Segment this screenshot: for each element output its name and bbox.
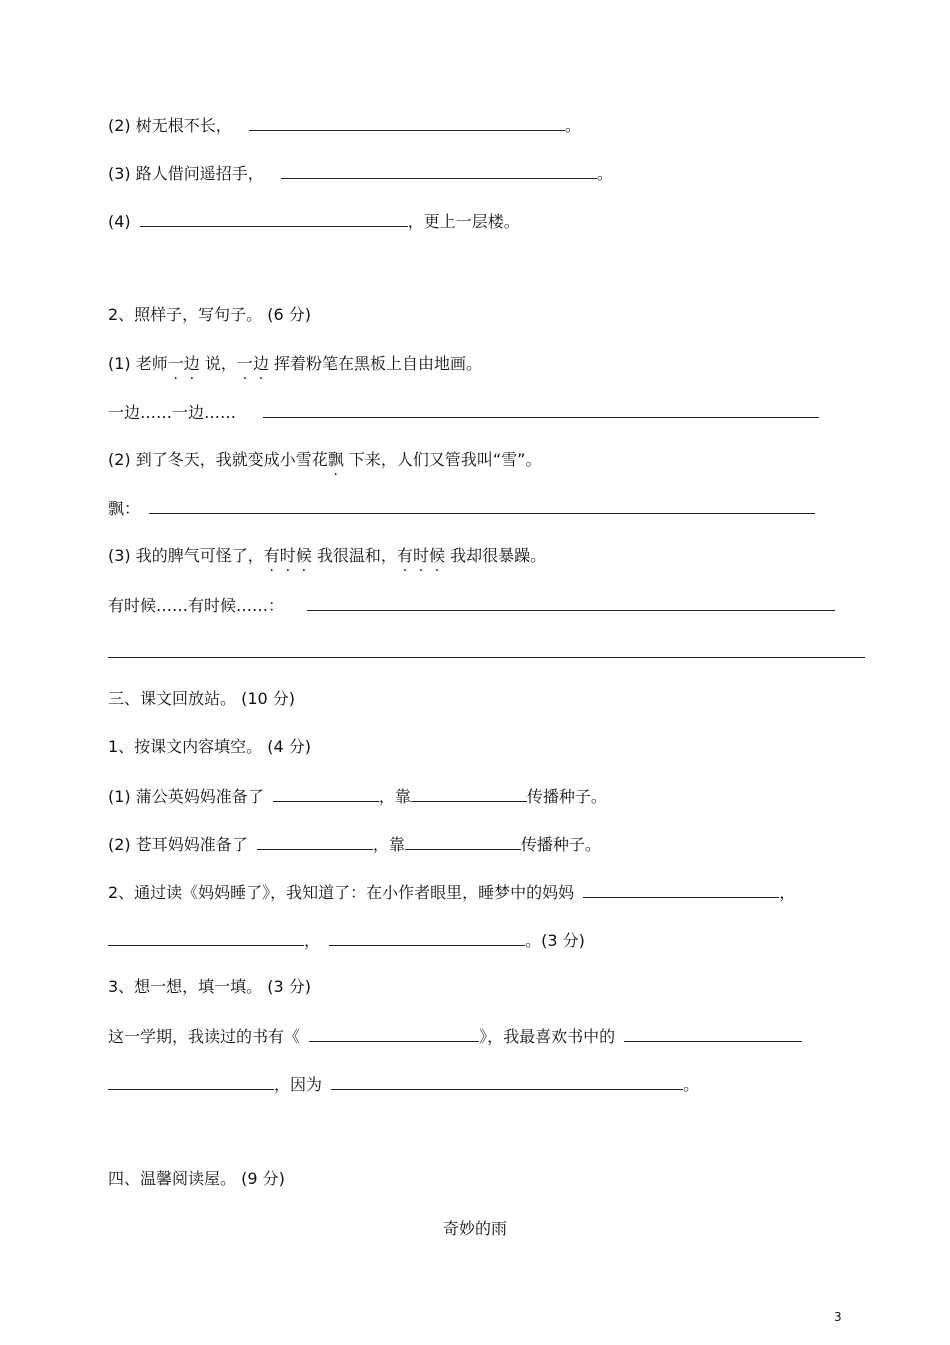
emphasis-char: 候 (295, 546, 312, 565)
question-3-line-2: ，因为 。 (108, 1073, 699, 1095)
emphasis-char: 边 (183, 354, 200, 373)
example-sentence-2: (2) 到了冬天，我就变成小雪花飘 下来，人们又管我叫“雪”。 (108, 450, 542, 469)
answer-blank[interactable] (257, 833, 373, 850)
answer-blank[interactable] (273, 785, 379, 802)
question-1-heading: 1、按课文内容填空。 (4 分) (108, 737, 312, 756)
answer-blank-full-line[interactable] (108, 657, 865, 658)
score-label: (3 分) (541, 931, 585, 950)
answer-blank[interactable] (263, 401, 819, 418)
answer-blank[interactable] (331, 1073, 683, 1090)
emphasis-char: 飘 (327, 450, 344, 469)
answer-blank[interactable] (281, 162, 597, 179)
answer-blank[interactable] (405, 833, 521, 850)
answer-blank[interactable] (624, 1025, 802, 1042)
prompt-2: 飘： (108, 497, 815, 519)
answer-blank[interactable] (149, 497, 815, 514)
answer-blank[interactable] (249, 114, 565, 131)
answer-blank[interactable] (307, 594, 835, 611)
answer-blank[interactable] (108, 929, 304, 946)
answer-blank[interactable] (108, 1073, 274, 1090)
answer-blank[interactable] (583, 881, 779, 898)
item-number: (4) (108, 212, 131, 231)
emphasis-char: 有 (263, 546, 280, 565)
emphasis-char: 边 (252, 354, 269, 373)
page-number: 3 (834, 1310, 842, 1324)
poem-text: 路人借问遥招手， (135, 164, 264, 183)
emphasis-char: 一 (167, 354, 184, 373)
emphasis-char: 有 (396, 546, 413, 565)
section-2-heading: 2、照样子，写句子。 (6 分) (108, 305, 312, 324)
question-1a: (1) 蒲公英妈妈准备了 ，靠 传播种子。 (108, 787, 607, 806)
passage-title: 奇妙的雨 (442, 1219, 507, 1238)
answer-blank[interactable] (140, 210, 408, 227)
poem-line-4 (108, 210, 520, 232)
item-number: (2) (108, 116, 131, 135)
question-1b: (2) 苍耳妈妈准备了 ，靠 传播种子。 (108, 835, 601, 854)
prompt-3: 有时候……有时候……： (108, 594, 835, 616)
section-4-heading: 四、温馨阅读屋。 (9 分) (108, 1169, 285, 1188)
poem-text: ，更上一层楼。 (407, 212, 520, 231)
item-number: (3) (108, 164, 131, 183)
section-3-heading: 三、课文回放站。 (10 分) (108, 689, 296, 708)
emphasis-char: 时 (412, 546, 429, 565)
poem-line-2 (108, 114, 581, 136)
answer-blank[interactable] (309, 1025, 479, 1042)
prompt-1: 一边……一边…… (108, 401, 819, 423)
question-2: 2、通过读《妈妈睡了》，我知道了：在小作者眼里，睡梦中的妈妈 ， (108, 883, 796, 902)
question-2-line-2: ， 。(3 分) (108, 929, 585, 951)
example-sentence-3: (3) 我的脾气可怪了，有时候 我很温和，有时候 我却很暴躁。 (108, 546, 547, 565)
question-3: 这一学期，我读过的书有《 》，我最喜欢书中的 (108, 1025, 802, 1047)
poem-line-3 (108, 162, 613, 184)
emphasis-char: 一 (236, 354, 253, 373)
emphasis-char: 候 (428, 546, 445, 565)
poem-text: 树无根不长， (135, 116, 232, 135)
question-3-heading: 3、想一想，填一填。 (3 分) (108, 977, 312, 996)
answer-blank[interactable] (411, 785, 527, 802)
example-sentence-1: (1) 老师一边 说，一边 挥着粉笔在黑板上自由地画。 (108, 354, 483, 373)
emphasis-char: 时 (279, 546, 296, 565)
period: 。 (596, 164, 613, 183)
answer-blank[interactable] (329, 929, 525, 946)
period: 。 (564, 116, 581, 135)
